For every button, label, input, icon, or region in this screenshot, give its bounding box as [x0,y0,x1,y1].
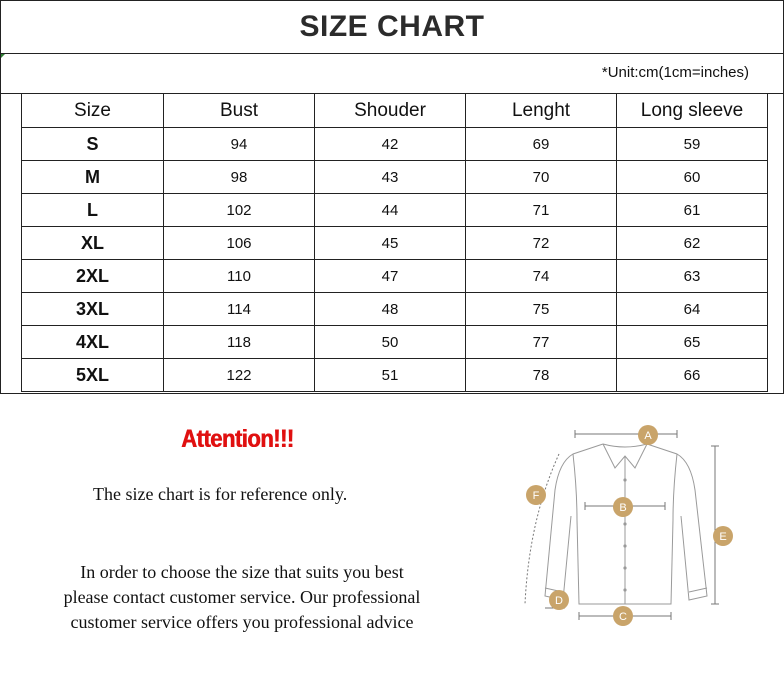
sleeve-cell: 64 [617,293,768,326]
label-f [526,485,546,505]
table-row [22,227,768,260]
sleeve-cell: 59 [617,128,768,161]
bust-cell: 118 [164,326,315,359]
length-cell: 69 [466,128,617,161]
length-cell: 74 [466,260,617,293]
svg-text:A: A [644,430,652,442]
shirt-measurement-diagram [515,420,745,630]
bust-cell: 122 [164,359,315,392]
header-size: Size [22,94,164,128]
svg-text:D: D [555,595,563,607]
header-long-sleeve: Long sleeve [617,94,768,128]
advice-line: customer service offers you professional advice [70,612,414,632]
label-e [713,526,733,546]
size-cell: 2XL [22,260,164,293]
bust-cell: 114 [164,293,315,326]
header-bust: Bust [164,94,315,128]
table-row [22,293,768,326]
length-cell: 71 [466,194,617,227]
shoulder-cell: 51 [315,359,466,392]
size-cell: S [22,128,164,161]
size-cell: 4XL [22,326,164,359]
bust-cell: 98 [164,161,315,194]
unit-note: *Unit:cm(1cm=inches) [601,64,749,81]
table-frame [0,93,784,394]
table-row [22,194,768,227]
title-box [0,0,784,53]
bust-cell: 106 [164,227,315,260]
size-cell: 5XL [22,359,164,392]
header-length: Lenght [466,94,617,128]
length-cell: 72 [466,227,617,260]
header-shoulder: Shouder [315,94,466,128]
shoulder-cell: 43 [315,161,466,194]
table-row [22,128,768,161]
bust-cell: 110 [164,260,315,293]
bust-cell: 102 [164,194,315,227]
shoulder-cell: 42 [315,128,466,161]
size-cell: M [22,161,164,194]
shoulder-cell: 48 [315,293,466,326]
attention-heading: Attention!!! [181,424,294,453]
advice-line: please contact customer service. Our professional [63,587,421,607]
sleeve-cell: 63 [617,260,768,293]
size-cell: 3XL [22,293,164,326]
length-cell: 78 [466,359,617,392]
shoulder-cell: 47 [315,260,466,293]
page-title: SIZE CHART [299,10,485,43]
shoulder-cell: 50 [315,326,466,359]
sleeve-cell: 62 [617,227,768,260]
table-row [22,260,768,293]
unit-row [0,53,784,94]
sleeve-cell: 65 [617,326,768,359]
length-cell: 75 [466,293,617,326]
length-cell: 77 [466,326,617,359]
svg-text:E: E [719,531,727,543]
size-cell: XL [22,227,164,260]
table-row [22,359,768,392]
advice-text [22,560,462,635]
table-row [22,161,768,194]
shoulder-cell: 44 [315,194,466,227]
sleeve-cell: 60 [617,161,768,194]
advice-line: In order to choose the size that suits you best [80,562,404,582]
reference-note: The size chart is for reference only. [93,484,348,504]
svg-text:F: F [532,490,540,502]
size-cell: L [22,194,164,227]
label-c [613,606,633,626]
bust-cell: 94 [164,128,315,161]
shoulder-cell: 45 [315,227,466,260]
table-header-row [22,94,768,128]
size-table [21,93,768,392]
sleeve-cell: 61 [617,194,768,227]
label-d [549,590,569,610]
table-row [22,326,768,359]
svg-text:B: B [619,502,627,514]
sleeve-cell: 66 [617,359,768,392]
label-b [613,497,633,517]
svg-text:C: C [619,611,627,623]
length-cell: 70 [466,161,617,194]
label-a [638,425,658,445]
